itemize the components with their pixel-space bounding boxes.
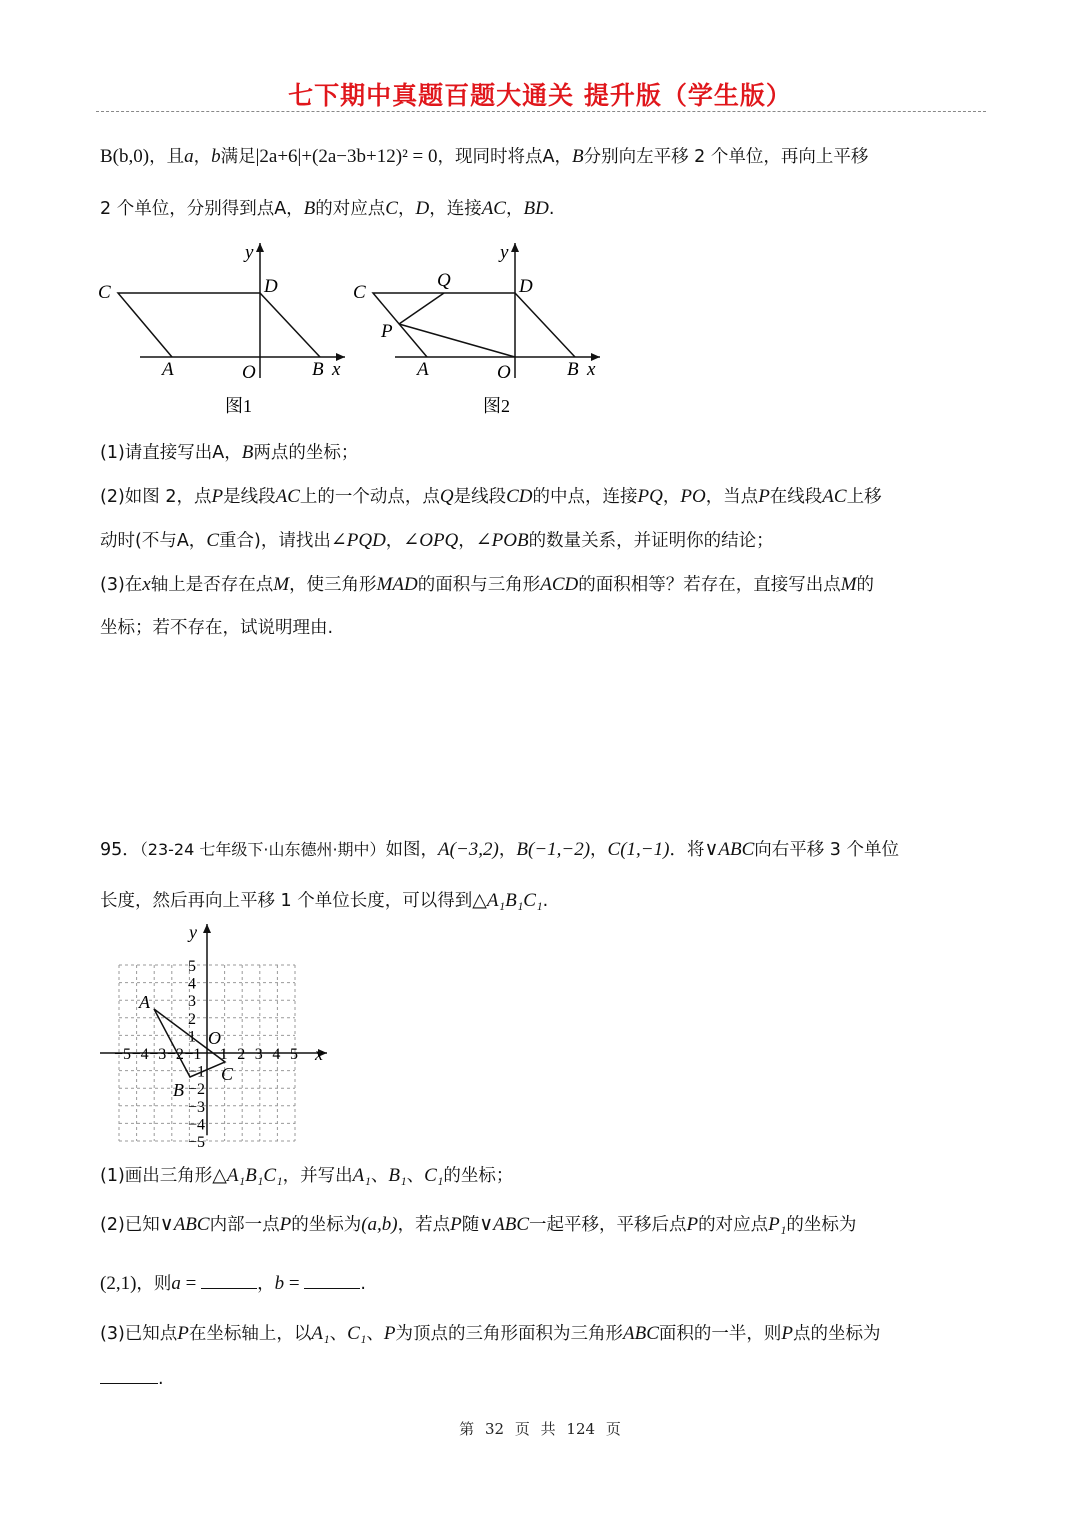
q95-text: ，: [498, 840, 517, 860]
point-A: A(−3,2): [438, 839, 499, 860]
q94-sub3-text: 的: [856, 575, 875, 595]
y-tick-label: 2: [188, 1010, 196, 1028]
q95-sub3-text: 在坐标轴上，以: [188, 1324, 312, 1344]
x-tick-label: 4: [272, 1046, 281, 1063]
q94-sub3-text: 的面积相等？若存在，直接写出点: [578, 575, 841, 595]
footer-text: 第: [459, 1420, 475, 1438]
var-P: P: [383, 1323, 396, 1344]
q95-text: 向右平移 3 个单位: [754, 840, 900, 860]
x-tick-label: −5: [114, 1046, 132, 1063]
var-M: M: [273, 574, 290, 595]
q95-sub3-text: 、: [329, 1324, 348, 1344]
question-number: 95．: [100, 840, 140, 860]
var-Q: Q: [439, 486, 454, 507]
q94-sub2-line1: [100, 484, 980, 510]
q94-sub1-text: (1)请直接写出A，: [100, 443, 242, 463]
label-D: D: [264, 276, 278, 297]
var-M: M: [840, 574, 857, 595]
footer-text: 共: [540, 1420, 556, 1438]
q95-sub3-text: 、: [366, 1324, 384, 1344]
label-y: y: [189, 922, 197, 942]
q94-text: 2 个单位，分别得到点A，: [100, 199, 304, 219]
label-C: C: [98, 282, 111, 303]
q94-sub3-text: ，使三角形: [289, 575, 377, 595]
label-P: P: [381, 321, 393, 342]
y-tick-label: −5: [188, 1134, 206, 1151]
var-P: P: [211, 486, 224, 507]
q94-sub3-line1: [100, 572, 980, 598]
q95-line1: [100, 837, 980, 863]
figure-2: [345, 238, 615, 423]
var-P: P: [279, 1214, 292, 1235]
q94-text: ，现同时将点A，: [437, 147, 572, 167]
q94-sub2-line2: [100, 528, 980, 554]
var-B: B: [241, 442, 254, 463]
q95-sub1: [100, 1163, 980, 1189]
var-B: B: [303, 198, 316, 219]
q95-sub1-text: 、: [370, 1166, 389, 1186]
q94-point-b: B(b,0): [100, 146, 150, 167]
page-footer: [0, 1418, 1080, 1439]
q94-equation: |2a+6|+(2a−3b+12)² = 0: [255, 146, 438, 167]
q95-sub2-text: 的对应点: [698, 1215, 769, 1235]
q94-sub2-text: 动时(不与A，: [100, 531, 207, 551]
label-O: O: [242, 362, 256, 383]
q95-sub2-text: 随: [461, 1215, 480, 1235]
q95-sub2-text: 内部一点: [209, 1215, 280, 1235]
q94-text: 的对应点: [315, 199, 386, 219]
triangle-MAD: MAD: [376, 574, 418, 595]
label-A: A: [417, 359, 429, 380]
point-B1: B₁: [388, 1165, 407, 1186]
q94-sub2-text: 上移: [846, 487, 882, 507]
q94-text: ，: [505, 199, 524, 219]
y-tick-label: −1: [188, 1063, 206, 1081]
coordinate-grid-figure: [95, 920, 335, 1151]
label-O: O: [497, 362, 511, 383]
segment-PQ: PQ: [637, 486, 663, 507]
segment-PO: [399, 324, 515, 357]
point-C: C(1,−1): [607, 839, 670, 860]
q94-text: ，: [397, 199, 416, 219]
label-B: B: [312, 359, 324, 380]
q94-sub2-text: ，: [662, 487, 681, 507]
y-tick-label: −2: [188, 1081, 206, 1099]
var-P: P: [450, 1214, 462, 1235]
q95-sub2-text: ，则: [136, 1274, 172, 1294]
page-title: 七下期中真题百题大通关 提升版（学生版）: [288, 81, 792, 110]
q95-sub2-line1: [100, 1212, 980, 1238]
q94-sub2-text: ，: [458, 531, 476, 551]
angle-POB: ∠POB: [475, 530, 529, 551]
y-tick-label: 3: [188, 993, 196, 1011]
q94-text: ，: [193, 147, 212, 167]
x-tick-label: 1: [219, 1046, 228, 1063]
q94-text: 分别向左平移 2 个单位，再向上平移: [583, 147, 869, 167]
figure-1: [90, 238, 360, 423]
triangle-A1B1C1: △A₁B₁C₁: [472, 890, 543, 911]
var-b: b: [211, 146, 221, 167]
q95-sub2-text: 一起平移，平移后点: [529, 1215, 687, 1235]
q94-sub3-line2: 坐标；若不存在，试说明理由.: [100, 618, 334, 638]
triangle-ABC: ∨ABC: [159, 1214, 210, 1235]
q95-sub1-text: 的坐标；: [443, 1166, 514, 1186]
y-tick-label: −4: [188, 1116, 206, 1134]
segment-CD: CD: [506, 486, 533, 507]
segment-AC: AC: [275, 486, 300, 507]
q95-sub2-text: 的坐标为: [291, 1215, 362, 1235]
label-x: x: [332, 359, 341, 380]
q94-sub2-text: (2)如图 2，点: [100, 487, 212, 507]
y-tick-label: 4: [188, 975, 196, 993]
q95-sub2-line2: [100, 1270, 980, 1297]
q94-sub2-text: 是线段: [223, 487, 276, 507]
var-B: B: [571, 146, 584, 167]
point-C1: C₁: [347, 1323, 367, 1344]
q95-sub3-line1: [100, 1321, 980, 1347]
q94-sub2-text: ，: [385, 531, 404, 551]
q95-text: .: [542, 891, 549, 911]
label-A: A: [162, 359, 174, 380]
label-C: C: [221, 1064, 234, 1084]
var-C: C: [206, 530, 219, 551]
triangle-ABC: ∨ABC: [479, 1214, 530, 1235]
q94-sub2-text: 重合)，请找出: [219, 531, 331, 551]
triangle-A1B1C1: △A₁B₁C₁: [212, 1165, 283, 1186]
header-divider: [96, 111, 986, 112]
figure-2-caption: 图2: [483, 396, 510, 416]
q94-sub1: [100, 440, 980, 466]
segment-PQ: [399, 293, 444, 324]
q95-sub2-text: .: [360, 1274, 366, 1294]
triangle-ABC: ABC: [623, 1323, 659, 1344]
figure-1-caption: 图1: [225, 396, 252, 416]
q94-line2: [100, 196, 980, 222]
label-C: C: [353, 282, 366, 303]
segment-BD: BD: [523, 198, 549, 219]
segment-AC: AC: [822, 486, 847, 507]
q94-sub2-text: 上的一个动点，点: [299, 487, 440, 507]
page-number: 32: [484, 1420, 505, 1438]
var-D: D: [415, 198, 430, 219]
equals-sign: =: [180, 1273, 202, 1294]
var-P: P: [758, 486, 770, 507]
total-pages: 124: [566, 1420, 596, 1438]
x-tick-label: −2: [166, 1046, 184, 1063]
q94-sub3-text: (3)在: [100, 575, 143, 595]
x-tick-label: −1: [184, 1046, 202, 1063]
q95-sub3-text: 点的坐标为: [793, 1324, 881, 1344]
label-x: x: [587, 359, 596, 380]
q94-sub1-text: 两点的坐标；: [253, 443, 359, 463]
q94-sub2-text: 的中点，连接: [532, 487, 638, 507]
coord-ab: (a,b): [361, 1214, 398, 1235]
q95-sub3-text: (3)已知点: [100, 1324, 178, 1344]
point-B: B(−1,−2): [516, 839, 591, 860]
var-C: C: [385, 198, 398, 219]
var-x: x: [142, 574, 151, 595]
label-O: O: [208, 1028, 221, 1048]
answer-blank-a[interactable]: [201, 1270, 257, 1289]
equals-sign: =: [284, 1273, 305, 1294]
y-tick-label: −3: [188, 1098, 206, 1116]
label-B: B: [173, 1080, 184, 1100]
q94-text: ，连接: [429, 199, 482, 219]
q95-line2: [100, 888, 980, 914]
q94-sub2-text: 的数量关系，并证明你的结论；: [528, 531, 774, 551]
segment-PO: PO: [680, 486, 706, 507]
q95-sub3-line2: [100, 1365, 980, 1392]
q94-line1: [100, 144, 980, 170]
label-A: A: [139, 992, 150, 1012]
label-D: D: [519, 276, 533, 297]
answer-blank-p[interactable]: [100, 1365, 158, 1384]
q95-sub1-text: 、: [406, 1166, 425, 1186]
point-A1: A₁: [352, 1165, 371, 1186]
var-P: P: [781, 1323, 794, 1344]
y-tick-label: 1: [188, 1028, 196, 1046]
point-A1: A₁: [311, 1323, 330, 1344]
coord-2-1: (2,1): [100, 1273, 137, 1294]
q95-text: 如图，: [385, 840, 439, 860]
q95-text: 长度，然后再向上平移 1 个单位长度，可以得到: [100, 891, 473, 911]
angle-PQD: ∠PQD: [330, 530, 386, 551]
var-P1: P₁: [768, 1214, 787, 1235]
var-P: P: [177, 1323, 189, 1344]
label-x: x: [315, 1044, 323, 1064]
q94-sub2-text: ，当点: [705, 487, 759, 507]
var-P: P: [686, 1214, 699, 1235]
segment-AC: AC: [481, 198, 506, 219]
label-Q: Q: [437, 270, 451, 291]
q95-text: ．将: [669, 840, 705, 860]
var-b: b: [274, 1273, 285, 1294]
x-tick-label: 3: [254, 1046, 263, 1063]
q95-text: ，: [590, 840, 608, 860]
triangle-ACD: ACD: [540, 574, 579, 595]
q94-text: ，且: [149, 147, 185, 167]
q94-sub2-text: 是线段: [453, 487, 507, 507]
q95-sub2-text: ，若点: [397, 1215, 451, 1235]
q95-sub1-text: ，并写出: [282, 1166, 353, 1186]
q94-text: .: [548, 199, 555, 219]
q94-sub2-text: 在线段: [769, 487, 823, 507]
q95-sub3-text: 面积的一半，则: [658, 1324, 782, 1344]
footer-text: 页: [514, 1420, 530, 1438]
point-C1: C₁: [424, 1165, 444, 1186]
label-B: B: [567, 359, 579, 380]
x-tick-label: −4: [131, 1046, 149, 1063]
q95-sub2-text: ，: [257, 1274, 275, 1294]
footer-text: 页: [605, 1420, 621, 1438]
y-tick-label: 5: [188, 958, 196, 975]
q95-sub2-text: (2)已知: [100, 1215, 160, 1235]
parallelogram-ACDB: [118, 293, 320, 357]
label-y: y: [245, 242, 254, 263]
q94-text: 满足: [220, 147, 256, 167]
q95-sub2-text: 的坐标为: [786, 1215, 857, 1235]
triangle-ABC: ∨ABC: [704, 839, 755, 860]
q94-sub3-text: 的面积与三角形: [417, 575, 541, 595]
label-y: y: [500, 242, 509, 263]
q95-sub3-text: 为顶点的三角形面积为三角形: [395, 1324, 624, 1344]
answer-blank-b[interactable]: [304, 1270, 360, 1289]
q95-sub3-text: .: [158, 1369, 164, 1389]
x-tick-label: −3: [149, 1046, 167, 1063]
var-a: a: [184, 146, 194, 167]
q95-sub1-text: (1)画出三角形: [100, 1166, 213, 1186]
angle-OPQ: ∠OPQ: [403, 530, 459, 551]
question-source: （23-24 七年级下·山东德州·期中）: [139, 840, 386, 859]
q94-sub3-text: 轴上是否存在点: [150, 575, 274, 595]
x-tick-label: 5: [290, 1046, 298, 1063]
var-a: a: [171, 1273, 181, 1294]
x-tick-label: 2: [237, 1046, 246, 1063]
